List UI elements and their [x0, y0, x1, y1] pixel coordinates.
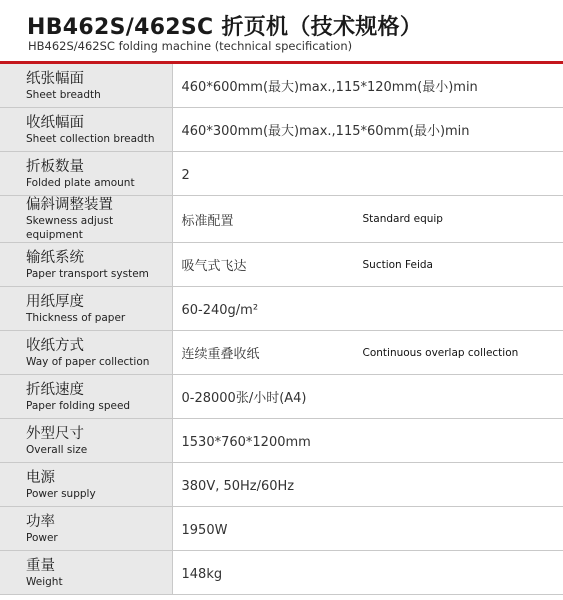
row-value-cell — [172, 375, 563, 419]
value-text: 1530*760*1200mm — [181, 435, 311, 450]
label-en: Overall size — [26, 443, 88, 456]
value-text: 0-28000张/小时(A4) — [181, 391, 307, 406]
table-row — [0, 64, 563, 108]
value-text: 吸气式飞达 — [181, 259, 247, 274]
row-label — [0, 243, 172, 287]
value-note: Suction Feida — [362, 258, 433, 271]
table-row — [0, 375, 563, 419]
spec-table — [0, 64, 563, 595]
table-row — [0, 243, 563, 287]
row-label — [0, 287, 172, 331]
label-zh: 折纸速度 — [26, 381, 84, 398]
row-value-cell — [172, 64, 563, 108]
label-en: Way of paper collection — [26, 355, 150, 368]
page-subtitle: HB462S/462SC folding machine (technical specification) — [28, 39, 353, 53]
label-en: Power supply — [26, 487, 96, 500]
label-en: Thickness of paper — [26, 311, 126, 324]
row-value-cell — [172, 507, 563, 551]
value-text: 连续重叠收纸 — [181, 347, 260, 362]
row-value-cell — [172, 331, 563, 375]
table-row — [0, 152, 563, 196]
table-row — [0, 507, 563, 551]
table-row — [0, 551, 563, 595]
row-label — [0, 108, 172, 152]
row-value-cell — [172, 463, 563, 507]
row-label — [0, 419, 172, 463]
row-value-cell — [172, 108, 563, 152]
value-text: 2 — [181, 168, 190, 183]
label-en: Weight — [26, 575, 63, 588]
value-text: 60-240g/m² — [181, 303, 259, 318]
label-zh: 输纸系统 — [26, 249, 84, 266]
value-text: 148kg — [181, 567, 223, 582]
label-zh: 纸张幅面 — [26, 70, 84, 87]
row-value-cell — [172, 419, 563, 463]
label-zh: 收纸方式 — [26, 337, 84, 354]
label-zh: 电源 — [26, 469, 55, 486]
value-text: 标准配置 — [181, 213, 234, 229]
table-row — [0, 287, 563, 331]
row-value-cell — [172, 152, 563, 196]
table-row — [0, 108, 563, 152]
row-label — [0, 507, 172, 551]
row-label — [0, 64, 172, 108]
value-text: 460*300mm(最大)max.,115*60mm(最小)min — [181, 124, 470, 139]
row-value-cell — [172, 551, 563, 595]
label-zh: 功率 — [26, 513, 55, 530]
label-en: Paper transport system — [26, 267, 149, 280]
label-zh: 用纸厚度 — [26, 293, 84, 310]
label-en: Sheet breadth — [26, 88, 101, 101]
table-row — [0, 463, 563, 507]
label-en: Paper folding speed — [26, 399, 131, 412]
row-label — [0, 196, 172, 243]
page-title: HB462S/462SC 折页机（技术规格） — [27, 15, 423, 40]
value-note: Continuous overlap collection — [362, 346, 519, 359]
row-value-cell — [172, 243, 563, 287]
value-text: 460*600mm(最大)max.,115*120mm(最小)min — [181, 80, 478, 95]
row-value-cell — [172, 196, 563, 243]
row-label — [0, 551, 172, 595]
label-zh: 折板数量 — [26, 158, 84, 175]
header — [0, 0, 563, 62]
label-en: Sheet collection breadth — [26, 132, 155, 145]
row-label — [0, 463, 172, 507]
label-en: Skewness adjust equipment — [26, 215, 114, 241]
table-row — [0, 419, 563, 463]
row-value-cell — [172, 287, 563, 331]
value-text: 1950W — [181, 523, 228, 538]
label-zh: 偏斜调整装置 — [26, 197, 113, 213]
label-zh: 重量 — [26, 557, 55, 574]
label-en: Power — [26, 531, 58, 544]
label-en: Folded plate amount — [26, 176, 135, 189]
label-zh: 外型尺寸 — [26, 425, 84, 442]
table-row — [0, 196, 563, 243]
value-note: Standard equip — [362, 213, 443, 225]
row-label — [0, 375, 172, 419]
row-label — [0, 152, 172, 196]
row-label — [0, 331, 172, 375]
value-text: 380V, 50Hz/60Hz — [181, 479, 295, 494]
table-row — [0, 331, 563, 375]
label-zh: 收纸幅面 — [26, 114, 84, 131]
